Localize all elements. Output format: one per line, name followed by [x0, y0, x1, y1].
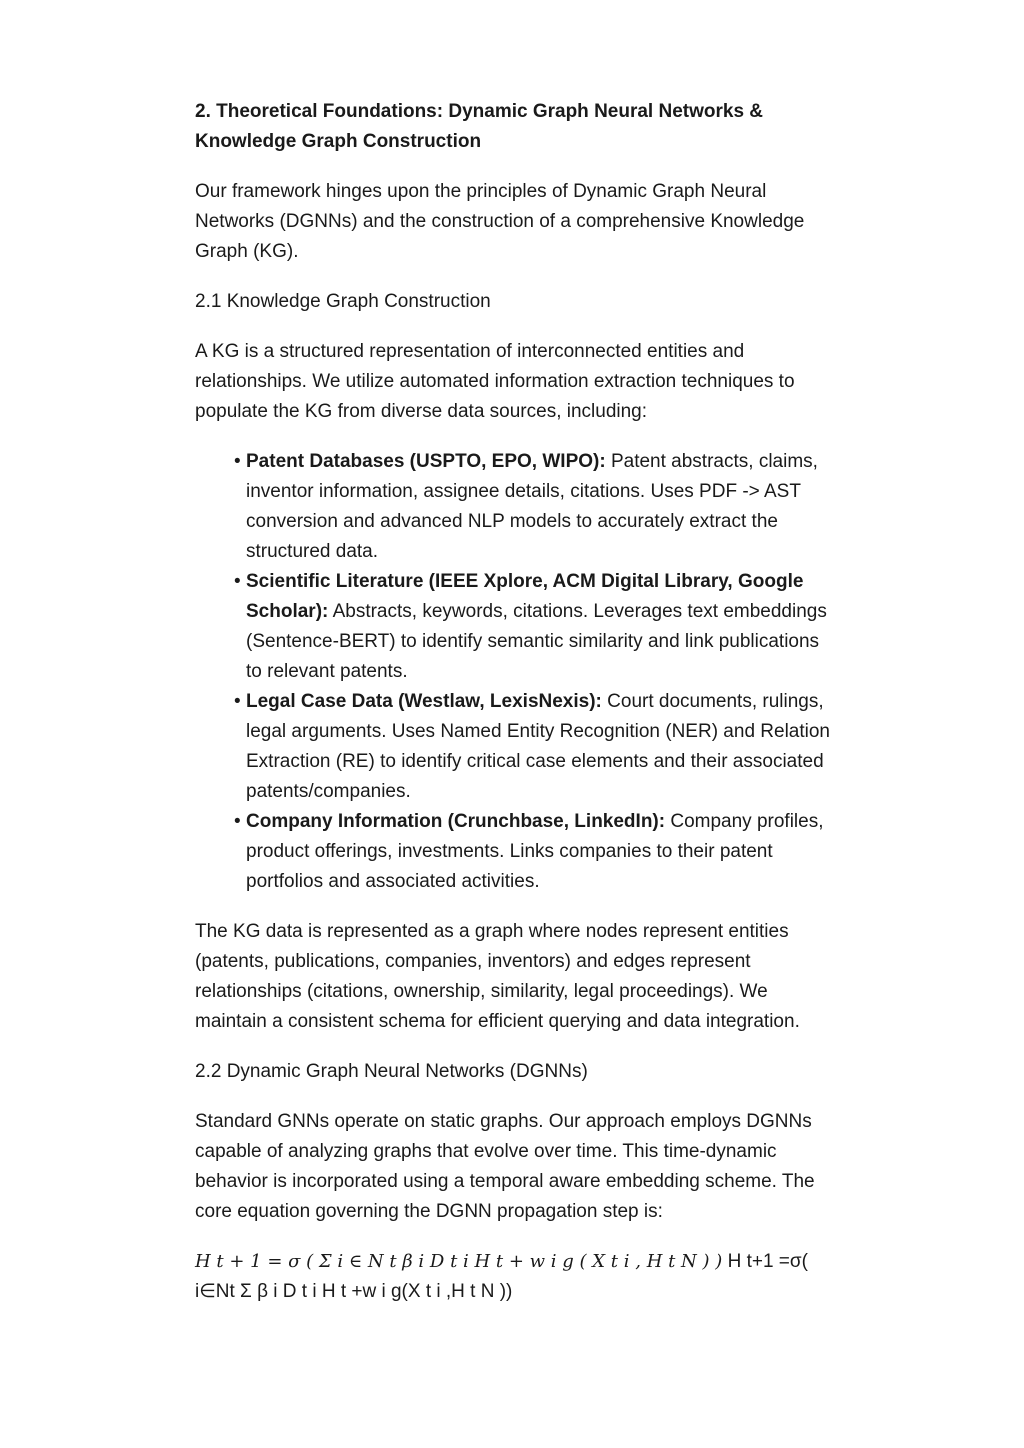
intro-paragraph: Our framework hinges upon the principles of Dynamic Graph Neural Networks (DGNNs) and the construction of a comprehensive Knowledge Graph (KG).	[195, 181, 805, 262]
list-item	[246, 807, 835, 897]
item-text: Abstracts, keywords, citations. Leverages text embeddings (Sentence-BERT) to identify semantic similarity and link publications to relevant patents.	[246, 601, 827, 682]
subsection-title-2-1: 2.1 Knowledge Graph Construction	[195, 291, 491, 312]
list-item	[246, 567, 835, 687]
kg-representation-paragraph: The KG data is represented as a graph where nodes represent entities (patents, publications, companies, inventors) and edges represent relationships (citations, ownership, similarity, legal proceedings). We maintain a consistent schema for efficient querying and data integration.	[195, 921, 800, 1032]
item-text: Court documents, rulings, legal arguments. Uses Named Entity Recognition (NER) and Relation Extraction (RE) to identify critical case elements and their associated patents/companies.	[246, 691, 830, 802]
kg-paragraph: A KG is a structured representation of interconnected entities and relationships. We utilize automated information extraction techniques to populate the KG from diverse data sources, including:	[195, 341, 795, 422]
equation	[195, 1247, 835, 1307]
list-item	[246, 447, 835, 567]
item-label: Company Information (Crunchbase, LinkedIn):	[246, 811, 666, 832]
item-label: Patent Databases (USPTO, EPO, WIPO):	[246, 451, 606, 472]
equation-italic: H t + 1 = σ ( Σ i ∈ N t β i D t i H t + w i g ( X t i , H t N ) )	[195, 1251, 723, 1272]
item-text: Company profiles, product offerings, investments. Links companies to their patent portfolios and associated activities.	[246, 811, 824, 892]
data-sources-list	[195, 447, 835, 897]
item-label: Scientific Literature (IEEE Xplore, ACM Digital Library, Google Scholar):	[246, 571, 804, 622]
dgnn-paragraph: Standard GNNs operate on static graphs. Our approach employs DGNNs capable of analyzing graphs that evolve over time. This time-dynamic behavior is incorporated using a temporal aware embedding scheme. The core equation governing the DGNN propagation step is:	[195, 1111, 815, 1222]
equation-plain: H t+1 =σ( i∈Nt Σ β i D t i H t +w i g(X t i ,H t N ))	[195, 1251, 808, 1302]
item-text: Patent abstracts, claims, inventor information, assignee details, citations. Uses PDF -> AST conversion and advanced NLP models to accurately extract the structured data.	[246, 451, 818, 562]
item-label: Legal Case Data (Westlaw, LexisNexis):	[246, 691, 602, 712]
subsection-title-2-2: 2.2 Dynamic Graph Neural Networks (DGNNs)	[195, 1061, 588, 1082]
section-heading: 2. Theoretical Foundations: Dynamic Graph Neural Networks & Knowledge Graph Construction	[195, 101, 764, 152]
list-item	[246, 687, 835, 807]
document-page	[195, 97, 835, 1327]
